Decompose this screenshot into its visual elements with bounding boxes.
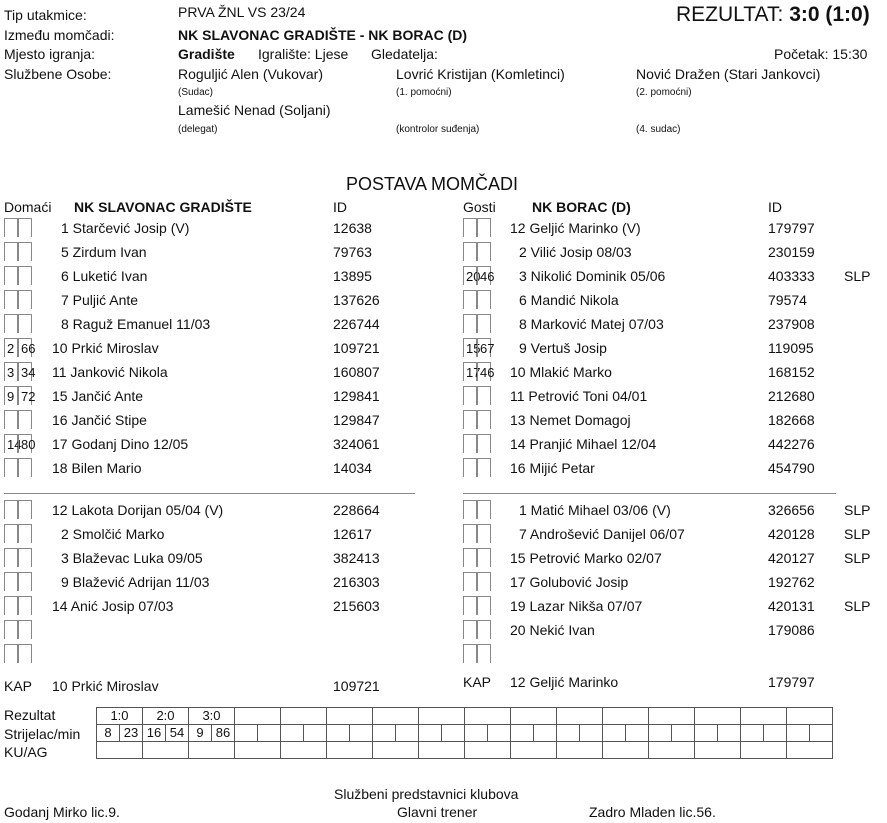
rezultat-label: REZULTAT:: [676, 3, 784, 26]
home-player-id: 160807: [333, 364, 380, 380]
away-minute-box: [477, 242, 491, 261]
match-teams: NK SLAVONAC GRADIŠTE - NK BORAC (D): [178, 27, 468, 43]
tip-label: Tip utakmice:: [4, 7, 87, 23]
home-divider: [4, 493, 415, 494]
away-minute-box: [463, 218, 477, 237]
home-minute-box: [18, 548, 32, 567]
away-minute-box: [477, 218, 491, 237]
away-player-id: 420131: [768, 598, 815, 614]
home-player-name: 2 Smolčić Marko: [61, 526, 165, 542]
away-player-name: 20 Nekić Ivan: [510, 622, 595, 638]
home-player-name: 14 Anić Josip 07/03: [52, 598, 174, 614]
away-minute-box: [477, 314, 491, 333]
scorer-cell: [327, 725, 350, 742]
away-minute-box: [463, 410, 477, 429]
kuag-cell: [373, 742, 419, 759]
scorer-cell: 86: [212, 725, 235, 742]
away-minute-box: [463, 548, 477, 567]
home-minute-box: 3: [4, 362, 18, 381]
result-cell: [787, 708, 833, 725]
away-player-id: 326656: [768, 502, 815, 518]
footer-title: Službeni predstavnici klubova: [334, 786, 519, 802]
rezultat-value: 3:0 (1:0): [789, 3, 870, 26]
away-player-note: SLP: [844, 268, 871, 284]
official-role: (4. sudac): [636, 124, 681, 135]
home-minute-box: [18, 524, 32, 543]
home-player-name: 10 Prkić Miroslav: [52, 340, 159, 356]
scorer-cell: [396, 725, 419, 742]
result-cell: 3:0: [189, 708, 235, 725]
home-player-name: 16 Jančić Stipe: [52, 412, 147, 428]
away-minute-box: [477, 620, 491, 639]
away-divider: [463, 493, 836, 494]
home-minute-box: [4, 242, 18, 261]
home-player-id: 79763: [333, 244, 372, 260]
home-minute-box: [4, 410, 18, 429]
home-representative: Godanj Mirko lic.9.: [4, 804, 120, 820]
away-minute-box: 46: [477, 266, 491, 285]
away-player-name: 17 Golubović Josip: [510, 574, 629, 590]
away-player-id: 420127: [768, 550, 815, 566]
official-role: (delegat): [178, 124, 218, 135]
home-player-name: 17 Godanj Dino 12/05: [52, 436, 189, 452]
away-minute-box: [463, 644, 477, 663]
scorer-cell: [373, 725, 396, 742]
away-minute-box: [477, 410, 491, 429]
away-player-id: 403333: [768, 268, 815, 284]
home-player-id: 215603: [333, 598, 380, 614]
away-minute-box: [477, 434, 491, 453]
away-player-name: 3 Nikolić Dominik 05/06: [519, 268, 666, 284]
tip-value: PRVA ŽNL VS 23/24: [178, 4, 306, 20]
away-minute-box: [477, 596, 491, 615]
score-label-rezultat: Rezultat: [4, 707, 56, 723]
home-minute-box: 2: [4, 338, 18, 357]
official-role: (kontrolor suđenja): [396, 124, 480, 135]
home-minute-box: [18, 620, 32, 639]
home-player-name: 9 Blažević Adrijan 11/03: [61, 574, 210, 590]
home-player-name: 7 Puljić Ante: [61, 292, 139, 308]
home-player-id: 228664: [333, 502, 380, 518]
away-kap-id: 179797: [768, 674, 815, 690]
away-minute-box: [477, 524, 491, 543]
away-player-note: SLP: [844, 526, 871, 542]
home-player-id: 14034: [333, 460, 372, 476]
home-player-id: 13895: [333, 268, 372, 284]
home-kap-player: 10 Prkić Miroslav: [52, 678, 159, 694]
score-row-results: [97, 708, 833, 725]
kuag-cell: [189, 742, 235, 759]
home-player-id: 324061: [333, 436, 380, 452]
score-table: [96, 707, 833, 759]
away-id-label: ID: [768, 199, 782, 215]
pocetak: Početak: 15:30: [774, 46, 868, 62]
result-cell: [603, 708, 649, 725]
home-player-id: 382413: [333, 550, 380, 566]
away-minute-box: [463, 572, 477, 591]
result-cell: 1:0: [97, 708, 143, 725]
away-kap-label: KAP: [463, 674, 492, 690]
away-minute-box: 20: [463, 266, 477, 285]
kuag-cell: [465, 742, 511, 759]
izmedu-label: Između momčadi:: [4, 27, 115, 43]
home-minute-box: [4, 458, 18, 477]
result-cell: 2:0: [143, 708, 189, 725]
home-player-name: 1 Starčević Josip (V): [61, 220, 190, 236]
scorer-cell: [672, 725, 695, 742]
home-minute-box: [18, 596, 32, 615]
home-player-id: 129847: [333, 412, 380, 428]
score-label-strijelac: Strijelac/min: [4, 726, 81, 742]
kuag-cell: [97, 742, 143, 759]
kuag-cell: [419, 742, 465, 759]
away-kap-player: 12 Geljić Marinko: [510, 674, 619, 690]
result-cell: [695, 708, 741, 725]
home-player-id: 216303: [333, 574, 380, 590]
scorer-cell: 9: [189, 725, 212, 742]
home-kap-id: 109721: [333, 678, 380, 694]
away-player-name: 10 Mlakić Marko: [510, 364, 612, 380]
away-player-note: SLP: [844, 550, 871, 566]
home-minute-box: [18, 266, 32, 285]
away-player-note: SLP: [844, 502, 871, 518]
scorer-cell: [419, 725, 442, 742]
home-minute-box: 72: [18, 386, 32, 405]
scorer-cell: [787, 725, 810, 742]
home-minute-box: [18, 290, 32, 309]
away-player-name: 19 Lazar Nikša 07/07: [510, 598, 643, 614]
away-player-id: 192762: [768, 574, 815, 590]
scorer-cell: [603, 725, 626, 742]
home-minute-box: [4, 620, 18, 639]
away-team-name: NK BORAC (D): [532, 199, 631, 215]
away-minute-box: [463, 242, 477, 261]
scorer-cell: [649, 725, 672, 742]
scorer-cell: [511, 725, 534, 742]
result-cell: [327, 708, 373, 725]
away-player-name: 11 Petrović Toni 04/01: [510, 388, 648, 404]
gledatelja: Gledatelja:: [371, 46, 438, 62]
score-label-kuag: KU/AG: [4, 744, 48, 760]
away-minute-box: 67: [477, 338, 491, 357]
scorer-cell: [741, 725, 764, 742]
kuag-cell: [281, 742, 327, 759]
home-minute-box: [4, 596, 18, 615]
home-player-id: 12638: [333, 220, 372, 236]
official-name: Lamešić Nenad (Soljani): [178, 102, 331, 118]
home-minute-box: [18, 218, 32, 237]
score-row-scorers: [97, 725, 833, 742]
away-minute-box: [463, 314, 477, 333]
away-minute-box: 15: [463, 338, 477, 357]
away-minute-box: [463, 596, 477, 615]
home-minute-box: 14: [4, 434, 18, 453]
home-player-id: 12617: [333, 526, 372, 542]
scorer-cell: 23: [120, 725, 143, 742]
away-player-name: 8 Marković Matej 07/03: [519, 316, 664, 332]
scorer-cell: [534, 725, 557, 742]
away-minute-box: [463, 620, 477, 639]
kuag-cell: [603, 742, 649, 759]
official-role: (2. pomoćni): [636, 87, 692, 98]
home-minute-box: [18, 644, 32, 663]
away-player-name: 16 Mijić Petar: [510, 460, 595, 476]
scorer-cell: [764, 725, 787, 742]
result-cell: [419, 708, 465, 725]
result-cell: [557, 708, 603, 725]
home-minute-box: [18, 572, 32, 591]
away-player-id: 454790: [768, 460, 815, 476]
home-player-name: 6 Luketić Ivan: [61, 268, 148, 284]
kuag-cell: [511, 742, 557, 759]
home-minute-box: [4, 524, 18, 543]
away-player-id: 237908: [768, 316, 815, 332]
away-player-id: 179086: [768, 622, 815, 638]
away-player-id: 182668: [768, 412, 815, 428]
osobe-label: Službene Osobe:: [4, 66, 112, 82]
home-minute-box: [4, 290, 18, 309]
home-minute-box: [18, 410, 32, 429]
away-player-id: 442276: [768, 436, 815, 452]
kuag-cell: [327, 742, 373, 759]
representative-role: Glavni trener: [397, 804, 478, 820]
official-name: Roguljić Alen (Vukovar): [178, 66, 323, 82]
away-player-id: 420128: [768, 526, 815, 542]
home-team-name: NK SLAVONAC GRADIŠTE: [74, 199, 252, 215]
away-minute-box: [477, 386, 491, 405]
away-player-name: 14 Pranjić Mihael 12/04: [510, 436, 657, 452]
away-minute-box: [477, 572, 491, 591]
away-player-id: 119095: [768, 340, 814, 356]
away-player-name: 12 Geljić Marinko (V): [510, 220, 641, 236]
scorer-cell: [718, 725, 741, 742]
result-cell: [465, 708, 511, 725]
home-kap-label: KAP: [4, 678, 33, 694]
result-cell: [281, 708, 327, 725]
away-player-id: 168152: [768, 364, 815, 380]
away-minute-box: [463, 434, 477, 453]
away-player-id: 179797: [768, 220, 815, 236]
home-player-id: 129841: [333, 388, 380, 404]
home-side-label: Domaći: [4, 199, 52, 215]
away-minute-box: [463, 290, 477, 309]
home-minute-box: [4, 218, 18, 237]
home-player-id: 109721: [333, 340, 380, 356]
away-player-name: 6 Mandić Nikola: [519, 292, 619, 308]
home-minute-box: [18, 458, 32, 477]
home-player-name: 12 Lakota Dorijan 05/04 (V): [52, 502, 224, 518]
home-player-name: 11 Janković Nikola: [52, 364, 168, 380]
result-cell: [373, 708, 419, 725]
away-player-name: 2 Vilić Josip 08/03: [519, 244, 632, 260]
home-player-name: 5 Zirdum Ivan: [61, 244, 147, 260]
official-name: Lovrić Kristijan (Komletinci): [396, 66, 565, 82]
result-cell: [235, 708, 281, 725]
away-minute-box: [477, 458, 491, 477]
away-player-id: 212680: [768, 388, 815, 404]
home-player-id: 226744: [333, 316, 380, 332]
home-minute-box: 9: [4, 386, 18, 405]
section-title: POSTAVA MOMČADI: [346, 174, 519, 194]
home-minute-box: [4, 644, 18, 663]
away-minute-box: [477, 290, 491, 309]
away-minute-box: [463, 500, 477, 519]
home-minute-box: [18, 242, 32, 261]
away-minute-box: [477, 644, 491, 663]
home-minute-box: 66: [18, 338, 32, 357]
scorer-cell: [488, 725, 511, 742]
scorer-cell: [350, 725, 373, 742]
away-player-id: 230159: [768, 244, 815, 260]
scorer-cell: [626, 725, 649, 742]
rezultat-heading: [676, 4, 870, 25]
scorer-cell: [695, 725, 718, 742]
scorer-cell: 54: [166, 725, 189, 742]
home-minute-box: 80: [18, 434, 32, 453]
home-minute-box: [4, 266, 18, 285]
scorer-cell: 16: [143, 725, 166, 742]
home-minute-box: [18, 314, 32, 333]
away-minute-box: [477, 500, 491, 519]
result-cell: [511, 708, 557, 725]
mjesto-label: Mjesto igranja:: [4, 46, 96, 62]
home-minute-box: 34: [18, 362, 32, 381]
kuag-cell: [649, 742, 695, 759]
result-cell: [649, 708, 695, 725]
away-minute-box: [463, 458, 477, 477]
scorer-cell: [442, 725, 465, 742]
home-player-name: 3 Blaževac Luka 09/05: [61, 550, 203, 566]
home-player-name: 8 Raguž Emanuel 11/03: [61, 316, 211, 332]
away-player-note: SLP: [844, 598, 871, 614]
kuag-cell: [235, 742, 281, 759]
away-representative: Zadro Mladen lic.56.: [589, 804, 716, 820]
home-minute-box: [4, 572, 18, 591]
home-minute-box: [4, 500, 18, 519]
scorer-cell: [281, 725, 304, 742]
away-minute-box: [463, 524, 477, 543]
away-minute-box: 17: [463, 362, 477, 381]
scorer-cell: 8: [97, 725, 120, 742]
score-row-kuag: [97, 742, 833, 759]
official-name: Nović Dražen (Stari Jankovci): [636, 66, 821, 82]
scorer-cell: [810, 725, 833, 742]
home-player-id: 137626: [333, 292, 380, 308]
home-minute-box: [4, 314, 18, 333]
scorer-cell: [580, 725, 603, 742]
away-player-name: 7 Androšević Danijel 06/07: [519, 526, 685, 542]
scorer-cell: [557, 725, 580, 742]
away-minute-box: [463, 386, 477, 405]
kuag-cell: [695, 742, 741, 759]
scorer-cell: [235, 725, 258, 742]
kuag-cell: [557, 742, 603, 759]
scorer-cell: [304, 725, 327, 742]
away-player-name: 15 Petrović Marko 02/07: [510, 550, 662, 566]
official-role: (1. pomoćni): [396, 87, 452, 98]
away-player-name: 13 Nemet Domagoj: [510, 412, 631, 428]
kuag-cell: [741, 742, 787, 759]
away-minute-box: [477, 548, 491, 567]
official-role: (Sudac): [178, 87, 214, 98]
home-player-name: 15 Jančić Ante: [52, 388, 144, 404]
home-minute-box: [4, 548, 18, 567]
mjesto-value: Gradište: [178, 46, 235, 62]
scorer-cell: [465, 725, 488, 742]
igraliste: Igralište: Ljese: [258, 46, 349, 62]
away-player-id: 79574: [768, 292, 807, 308]
away-minute-box: 46: [477, 362, 491, 381]
away-side-label: Gosti: [463, 199, 496, 215]
kuag-cell: [787, 742, 833, 759]
away-player-name: 1 Matić Mihael 03/06 (V): [519, 502, 671, 518]
kuag-cell: [143, 742, 189, 759]
home-id-label: ID: [333, 199, 347, 215]
away-player-name: 9 Vertuš Josip: [519, 340, 607, 356]
home-minute-box: [18, 500, 32, 519]
result-cell: [741, 708, 787, 725]
home-player-name: 18 Bilen Mario: [52, 460, 142, 476]
scorer-cell: [258, 725, 281, 742]
